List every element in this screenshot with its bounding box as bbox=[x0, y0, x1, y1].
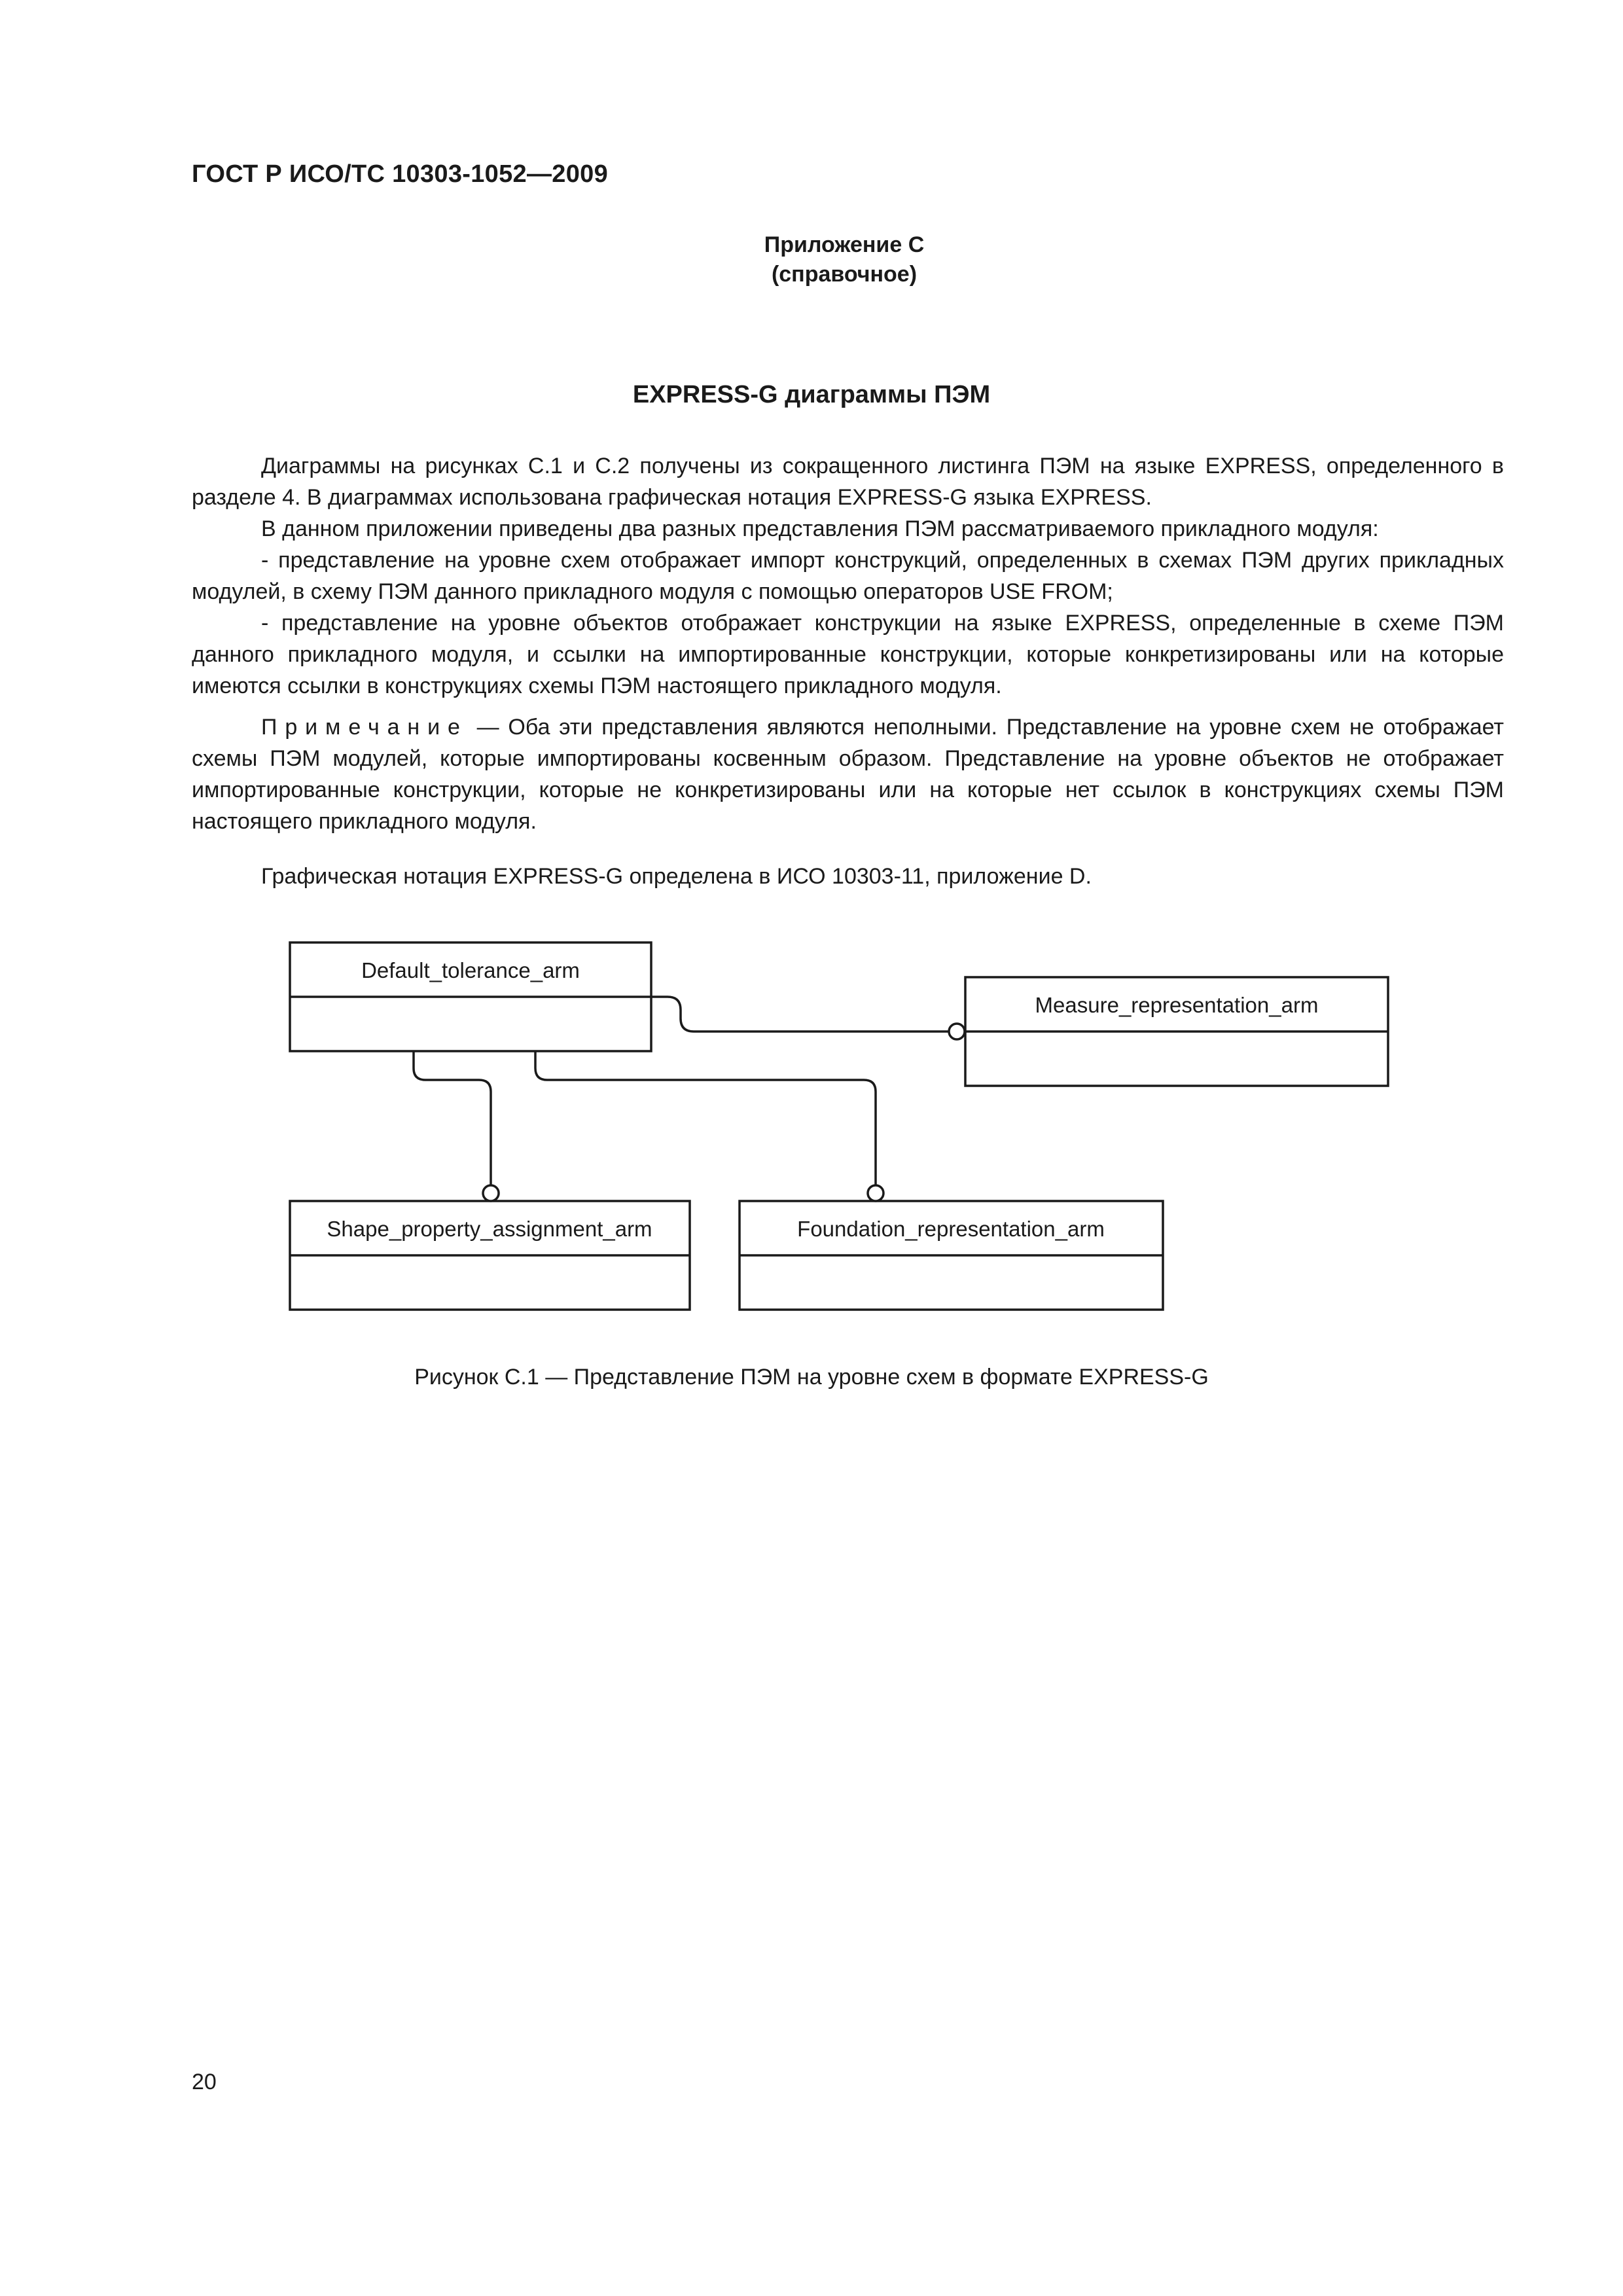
relation-end-circle-foundation bbox=[868, 1185, 883, 1201]
paragraph-1: Диаграммы на рисунках С.1 и С.2 получены из сокращенного листинга ПЭМ на языке EXPRESS, определенного в разделе 4. В диаграммах использована графическая нотация EXPRESS-G языка EXPRESS. bbox=[192, 454, 1504, 510]
note-label: Примечание bbox=[261, 715, 468, 740]
annex-status: (справочное) bbox=[771, 262, 918, 287]
relation-line-foundation bbox=[535, 1051, 876, 1186]
paragraph-3: - представление на уровне схем отображает импорт конструкций, определенных в схемах ПЭМ других прикладных модулей, в схему ПЭМ данного прикладного модуля с помощью операторов USE FROM; bbox=[192, 548, 1504, 604]
note-text: — Оба эти представления являются неполными. Представление на уровне схем не отображает схемы ПЭМ модулей, которые импортированы косвенным образом. Представление на уровне объектов не отображает импортированные конструкции, которые не конкретизированы или на которые нет ссылок в конструкциях схемы ПЭМ настоящего прикладного модуля. bbox=[192, 715, 1504, 834]
page-number: 20 bbox=[192, 2070, 217, 2094]
document-code: ГОСТ Р ИСО/ТС 10303-1052—2009 bbox=[192, 160, 608, 188]
relation-line-shape bbox=[414, 1051, 491, 1186]
relation-end-circle-shape bbox=[483, 1185, 499, 1201]
default-tolerance-label: Default_tolerance_arm bbox=[361, 958, 580, 982]
relation-end-circle-measure bbox=[949, 1024, 965, 1039]
annex-title: Приложение С bbox=[764, 232, 925, 257]
shape-property-assignment-label: Shape_property_assignment_arm bbox=[327, 1217, 652, 1241]
measure-representation-label: Measure_representation_arm bbox=[1035, 993, 1319, 1017]
section-title: EXPRESS-G диаграммы ПЭМ bbox=[632, 381, 991, 408]
notation-paragraph: Графическая нотация EXPRESS-G определена в ИСО 10303-11, приложение D. bbox=[261, 864, 1092, 889]
paragraph-2: В данном приложении приведены два разных представления ПЭМ рассматриваемого прикладного модуля: bbox=[261, 516, 1379, 541]
relation-line-measure bbox=[651, 997, 949, 1031]
paragraph-4: - представление на уровне объектов отображает конструкции на языке EXPRESS, определенные в схеме ПЭМ данного прикладного модуля, и ссылки на импортированные конструкции, которые конкретизированы или на которые имеются ссылки в конструкциях схемы ПЭМ настоящего прикладного модуля. bbox=[192, 611, 1504, 698]
figure-caption: Рисунок С.1 — Представление ПЭМ на уровне схем в формате EXPRESS-G bbox=[414, 1365, 1209, 1390]
foundation-representation-label: Foundation_representation_arm bbox=[797, 1217, 1105, 1241]
